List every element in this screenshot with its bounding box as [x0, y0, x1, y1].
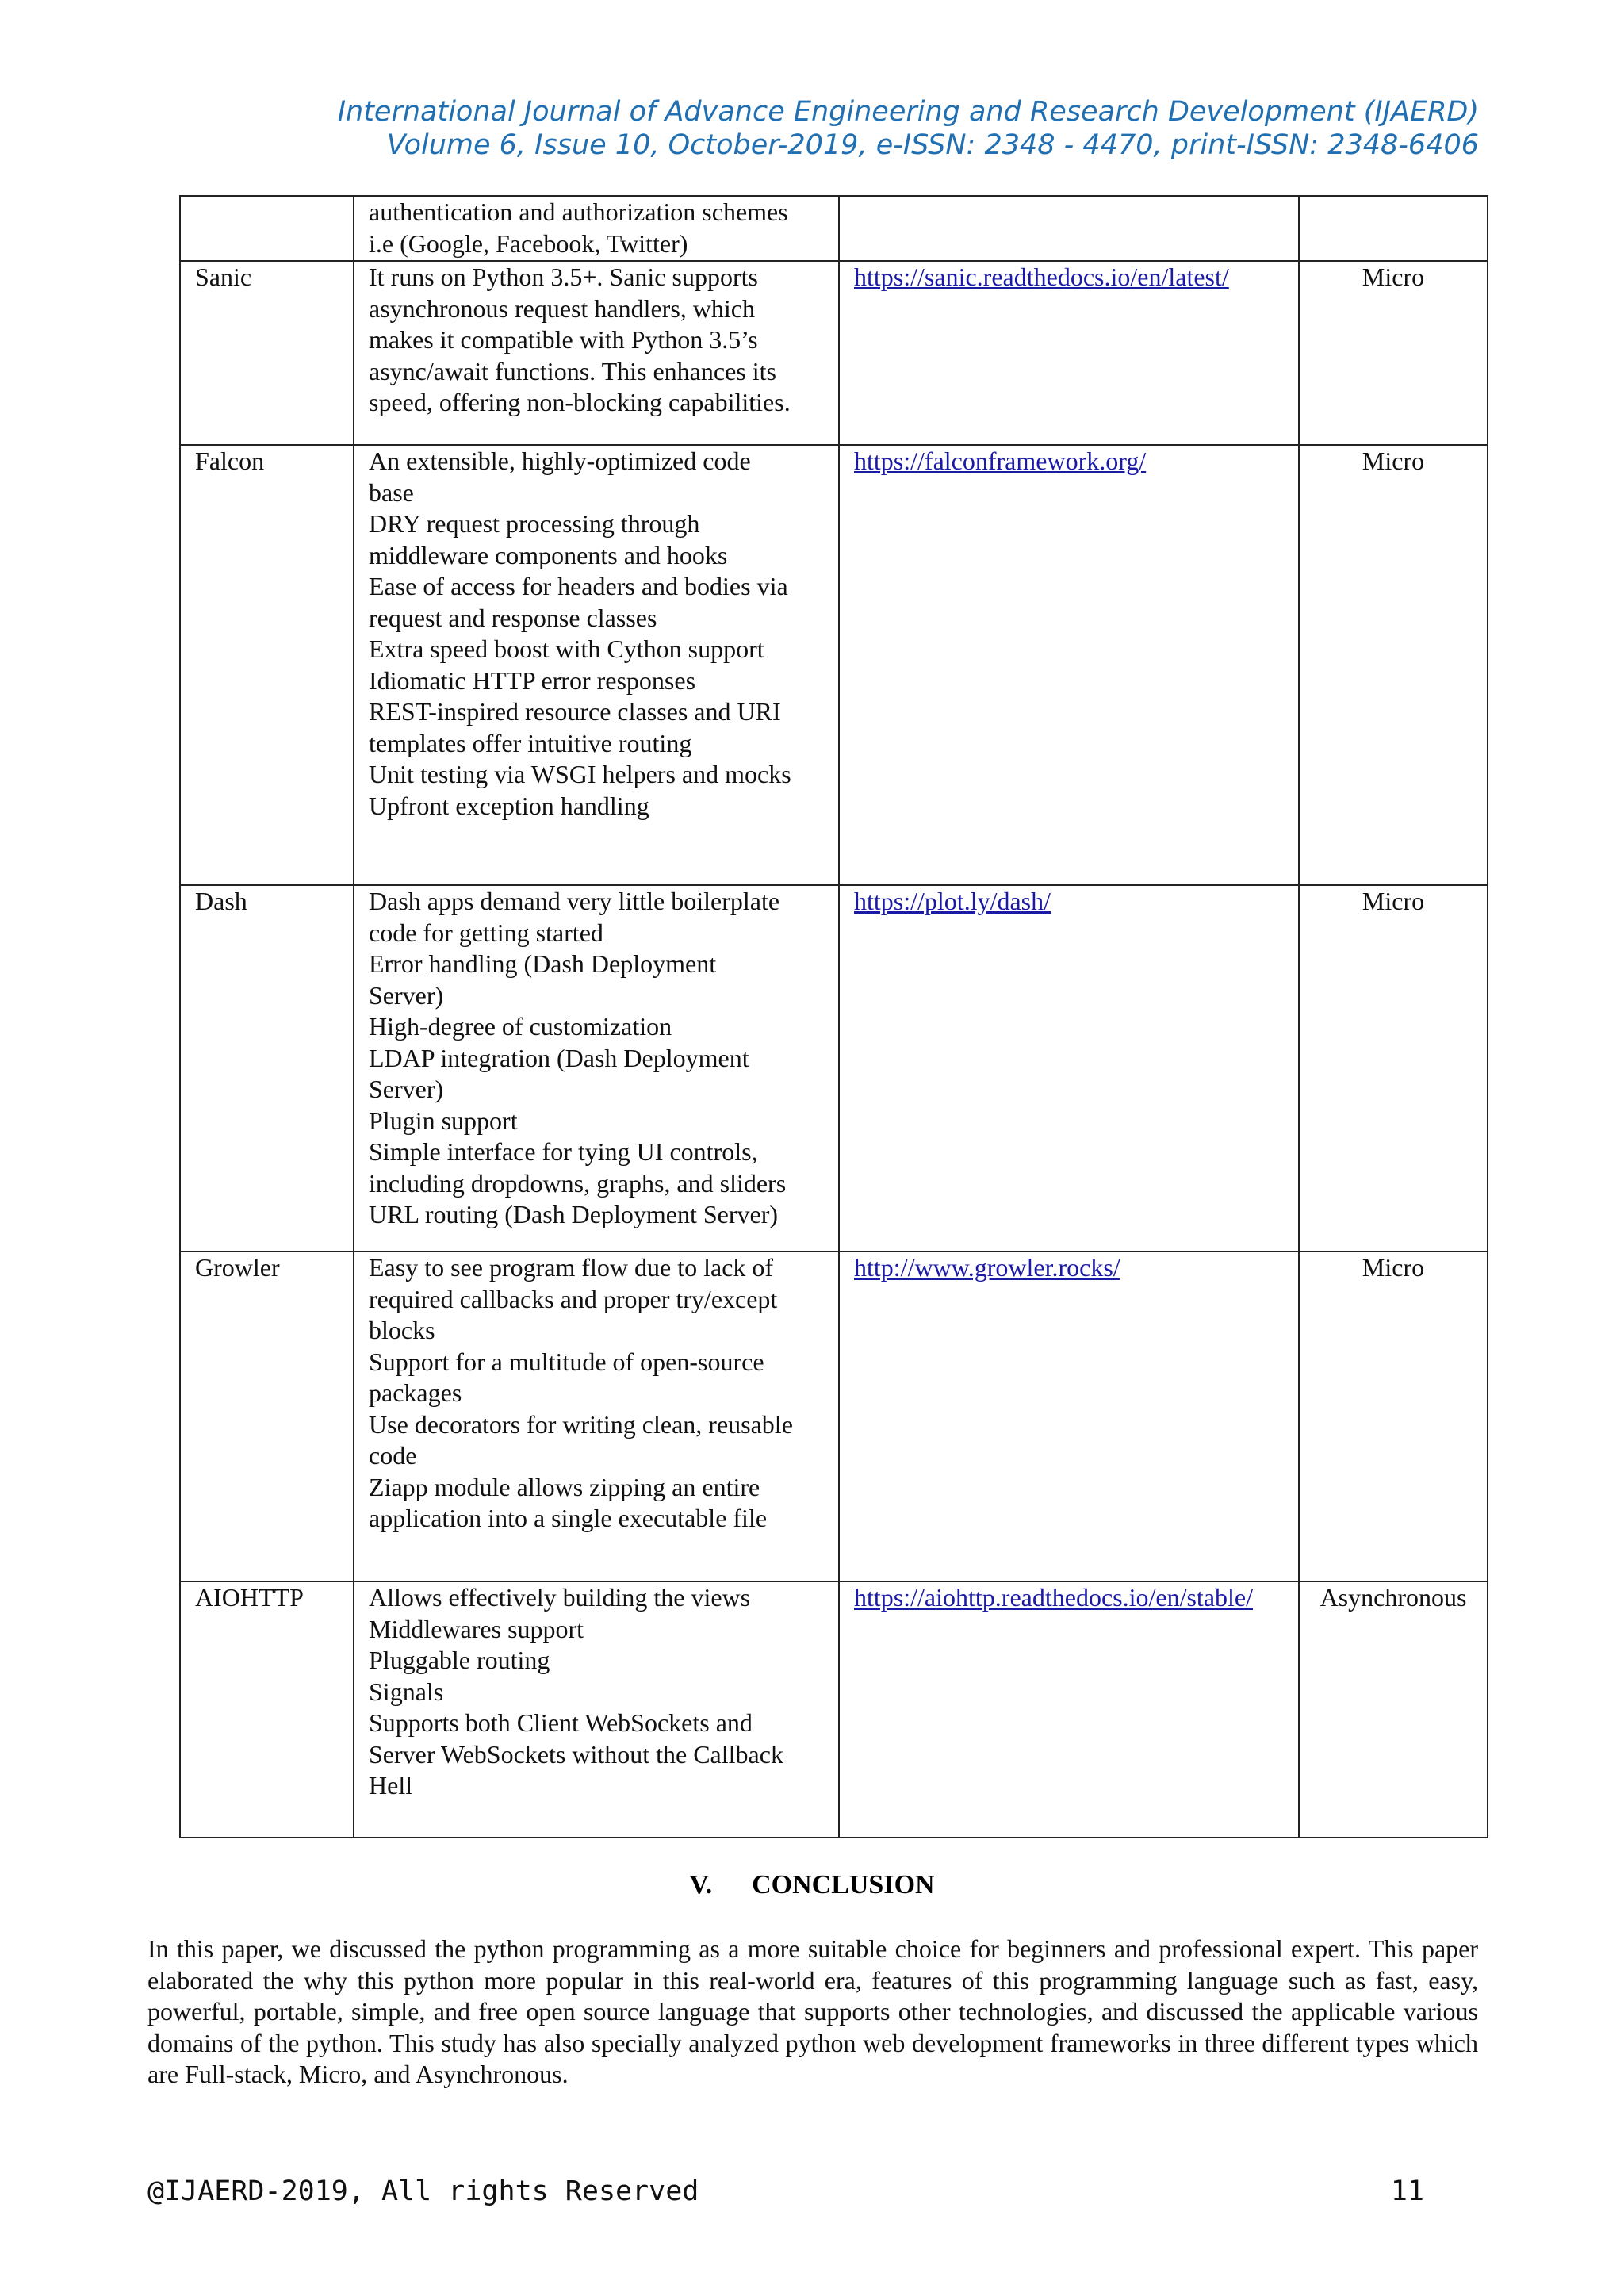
feature-line: REST-inspired resource classes and URI: [369, 697, 781, 726]
feature-line: request and response classes: [369, 603, 657, 632]
type-cell: [1299, 1251, 1488, 1581]
feature-line: Pluggable routing: [369, 1646, 550, 1674]
table-row: [180, 1251, 1488, 1581]
framework-url-link[interactable]: https://sanic.readthedocs.io/en/latest/: [854, 263, 1229, 291]
feature-line: Allows effectively building the views: [369, 1583, 751, 1612]
feature-line: An extensible, highly-optimized code: [369, 447, 751, 475]
table-row: [180, 196, 1488, 261]
table-row: [180, 1581, 1488, 1838]
table-row: [180, 261, 1488, 445]
framework-name-cell: [180, 1251, 354, 1581]
framework-type: Asynchronous: [1320, 1583, 1467, 1612]
feature-line: Server): [369, 980, 444, 1010]
framework-name-cell: [180, 1581, 354, 1838]
feature-line: Error handling (Dash Deployment: [369, 949, 717, 978]
type-cell: [1299, 1581, 1488, 1838]
feature-line: URL routing (Dash Deployment Server): [369, 1200, 779, 1228]
framework-name: AIOHTTP: [195, 1583, 304, 1612]
feature-line: required callbacks and proper try/except: [369, 1284, 778, 1313]
feature-line: blocks: [369, 1316, 435, 1344]
feature-line: templates offer intuitive routing: [369, 728, 692, 757]
features-cell: [354, 196, 839, 261]
feature-line: Upfront exception handling: [369, 791, 649, 820]
section-title: CONCLUSION: [752, 1870, 935, 1899]
feature-line: speed, offering non-blocking capabilities.: [369, 388, 791, 416]
feature-line: DRY request processing through: [369, 509, 700, 538]
framework-url-link[interactable]: https://aiohttp.readthedocs.io/en/stable/: [854, 1583, 1253, 1612]
feature-line: Server WebSockets without the Callback: [369, 1739, 783, 1769]
feature-line: middleware components and hooks: [369, 540, 728, 569]
journal-volume-info: Volume 6, Issue 10, October-2019, e-ISSN: 2348 - 4470, print-ISSN: 2348-6406: [386, 129, 1479, 161]
feature-line: base: [369, 477, 414, 507]
framework-type: Micro: [1362, 887, 1425, 915]
type-cell: [1299, 885, 1488, 1251]
feature-line: Ease of access for headers and bodies via: [369, 572, 788, 600]
framework-name-cell: [180, 445, 354, 885]
feature-line: code for getting started: [369, 918, 603, 947]
feature-line: asynchronous request handlers, which: [369, 293, 755, 323]
framework-name: Falcon: [195, 447, 265, 475]
features-cell: [354, 885, 839, 1251]
section-number: V.: [689, 1870, 713, 1899]
table-row: [180, 445, 1488, 885]
type-cell: [1299, 261, 1488, 445]
feature-line: Unit testing via WSGI helpers and mocks: [369, 760, 791, 788]
framework-type: Micro: [1362, 1253, 1425, 1282]
type-cell: [1299, 196, 1488, 261]
feature-line: Extra speed boost with Cython support: [369, 634, 764, 663]
feature-line: Plugin support: [369, 1106, 518, 1135]
framework-name: Dash: [195, 887, 247, 915]
feature-line: i.e (Google, Facebook, Twitter): [369, 228, 688, 258]
journal-header: [338, 95, 1479, 162]
feature-line: Server): [369, 1075, 444, 1103]
feature-line: application into a single executable file: [369, 1504, 768, 1532]
frameworks-table: [179, 195, 1488, 1838]
footer-page-number: 11: [1390, 2175, 1424, 2207]
features-cell: [354, 261, 839, 445]
feature-line: Supports both Client WebSockets and: [369, 1708, 753, 1737]
feature-line: Simple interface for tying UI controls,: [369, 1137, 758, 1166]
feature-line: authentication and authorization schemes: [369, 197, 788, 226]
framework-name: Sanic: [195, 263, 252, 291]
feature-line: Signals: [369, 1677, 444, 1706]
feature-line: including dropdowns, graphs, and sliders: [369, 1168, 787, 1198]
framework-url-link[interactable]: https://plot.ly/dash/: [854, 887, 1051, 915]
framework-name-cell: [180, 261, 354, 445]
url-cell: [839, 1251, 1299, 1581]
feature-line: async/await functions. This enhances its: [369, 356, 776, 385]
conclusion-paragraph: In this paper, we discussed the python programming as a more suitable choice for beginners and professional expert. This paper elaborated the why this python more popular in this real-world era, features of this programming language such as fast, easy, powerful, portable, simple, and free open source language that supports other technologies, and discussed the applicable various domains of the python. This study has also specially analyzed python web development frameworks in three different types which are Full-stack, Micro, and Asynchronous.: [147, 1934, 1478, 2088]
feature-line: LDAP integration (Dash Deployment: [369, 1043, 749, 1072]
url-cell: [839, 196, 1299, 261]
feature-line: Dash apps demand very little boilerplate: [369, 887, 780, 915]
section-heading: [0, 1870, 1624, 1900]
url-cell: [839, 885, 1299, 1251]
feature-line: makes it compatible with Python 3.5’s: [369, 325, 758, 354]
feature-line: High-degree of customization: [369, 1012, 672, 1041]
features-cell: [354, 1581, 839, 1838]
features-cell: [354, 445, 839, 885]
framework-name-cell: [180, 196, 354, 261]
features-cell: [354, 1251, 839, 1581]
footer-copyright: @IJAERD-2019, All rights Reserved: [147, 2175, 699, 2207]
feature-line: Use decorators for writing clean, reusable: [369, 1409, 793, 1439]
feature-line: It runs on Python 3.5+. Sanic supports: [369, 263, 758, 291]
framework-url-link[interactable]: https://falconframework.org/: [854, 447, 1147, 475]
feature-line: Support for a multitude of open-source: [369, 1347, 764, 1376]
feature-line: Idiomatic HTTP error responses: [369, 665, 696, 695]
framework-name: Growler: [195, 1253, 280, 1282]
feature-line: code: [369, 1441, 417, 1470]
table-row: [180, 885, 1488, 1251]
framework-url-link[interactable]: http://www.growler.rocks/: [854, 1253, 1120, 1282]
feature-line: Ziapp module allows zipping an entire: [369, 1472, 760, 1501]
feature-line: Hell: [369, 1771, 413, 1800]
feature-line: Middlewares support: [369, 1614, 584, 1643]
url-cell: [839, 445, 1299, 885]
feature-line: packages: [369, 1378, 462, 1407]
feature-line: Easy to see program flow due to lack of: [369, 1253, 774, 1282]
journal-title: International Journal of Advance Engineering and Research Development (IJAERD): [337, 96, 1479, 128]
type-cell: [1299, 445, 1488, 885]
url-cell: [839, 261, 1299, 445]
framework-type: Micro: [1362, 447, 1425, 475]
url-cell: [839, 1581, 1299, 1838]
framework-type: Micro: [1362, 263, 1425, 291]
framework-name-cell: [180, 885, 354, 1251]
